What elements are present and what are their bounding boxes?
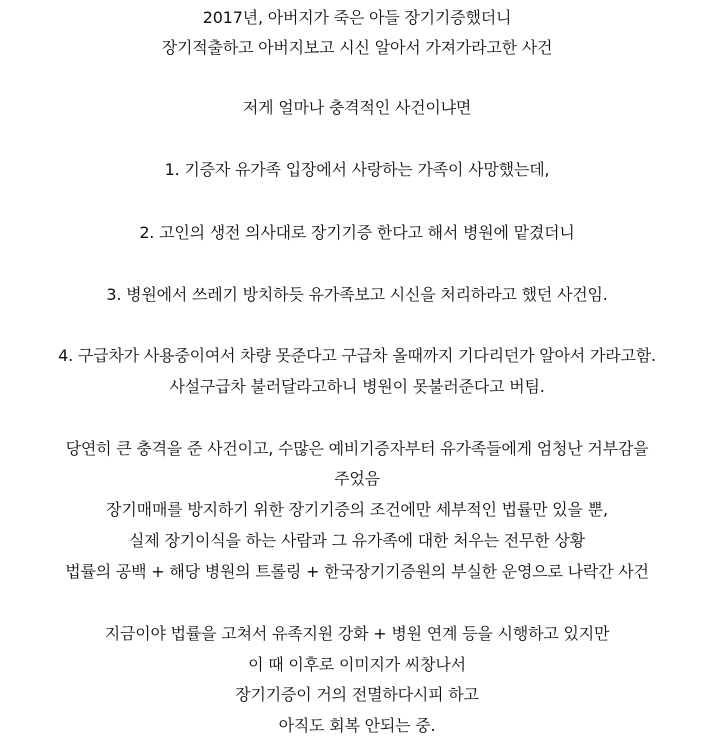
text-line: 장기적출하고 아버지보고 시신 알아서 가져가라고한 사건 — [161, 38, 553, 57]
text-line: 법률의 공백 + 해당 병원의 트롤링 + 한국장기기증원의 부실한 운영으로 나락간 사건 — [65, 562, 649, 581]
text-line: 사설구급차 불러달라고하니 병원이 못불러준다고 버팀. — [169, 377, 545, 396]
text-line: 이 때 이후로 이미지가 씨창나서 — [248, 655, 466, 674]
text-line: 4. 구급차가 사용중이여서 차량 못준다고 구급차 올때까지 기다리던가 알아서 가라고함. — [58, 346, 656, 365]
text-line: 1. 기증자 유가족 입장에서 사랑하는 가족이 사망했는데, — [164, 160, 550, 179]
text-line: 장기매매를 방지하기 위한 장기기증의 조건에만 세부적인 법률만 있을 뿐, — [106, 500, 608, 519]
text-line: 장기기증이 거의 전멸하다시피 하고 — [235, 685, 479, 704]
text-line: 저게 얼마나 충격적인 사건이냐면 — [242, 98, 472, 117]
text-line: 지금이야 법률을 고쳐서 유족지원 강화 + 병원 연계 등을 시행하고 있지만 — [104, 624, 610, 643]
text-line: 당연히 큰 충격을 준 사건이고, 수많은 예비기증자부터 유가족들에게 엄청난 거부감을 — [65, 439, 649, 458]
text-line: 2. 고인의 생전 의사대로 장기기증 한다고 해서 병원에 맡겼더니 — [139, 223, 575, 242]
text-line: 아직도 회복 안되는 중. — [278, 716, 436, 735]
text-line: 2017년, 아버지가 죽은 아들 장기기증했더니 — [202, 8, 512, 27]
text-line: 주었음 — [334, 469, 380, 488]
text-line: 3. 병원에서 쓰레기 방치하듯 유가족보고 시신을 처리하라고 했던 사건임. — [106, 285, 608, 304]
text-line: 실제 장기이식을 하는 사람과 그 유가족에 대한 처우는 전무한 상황 — [129, 531, 585, 550]
